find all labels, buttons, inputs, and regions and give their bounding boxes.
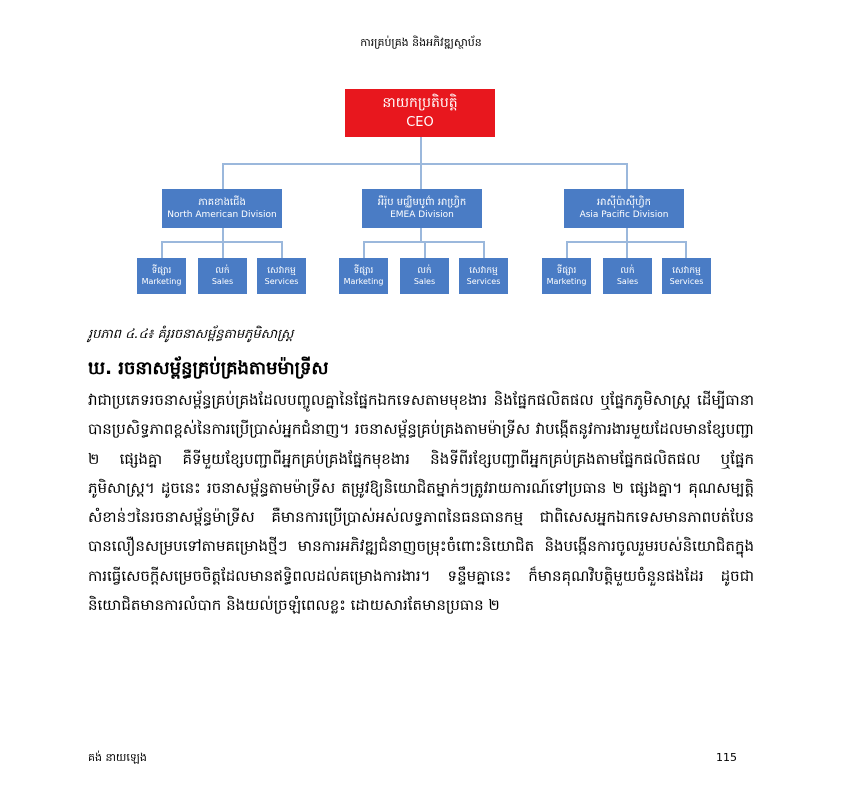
unit-label-km: លក់ xyxy=(417,265,432,276)
unit-label-km: លក់ xyxy=(215,265,230,276)
footer-author: គង់ នាយឡេង xyxy=(88,751,147,764)
body-paragraph: វាជាប្រភេទរចនាសម្ព័ន្ធគ្រប់គ្រងដែលបញ្ចូលគ្នានៃផ្នែកឯកទេសតាមមុខងារ និងផ្នែកផលិតផល ឬផ្នែកភូមិសាស្ត្រ ដើម្បីធានាបានប្រសិទ្ធភាពខ្ពស់នៃការប្រើប្រាស់អ្នកជំនាញ។ រចនាសម្ព័ន្ធគ្រប់គ្រងតាមម៉ាទ្រីស វាបង្កើតនូវការងារមួយដែលមានខ្សែបញ្ជា ២ ផ្សេងគ្នា គឺទីមួយខ្សែបញ្ជាពីអ្នកគ្រប់គ្រងផ្នែកមុខងារ និងទីពីរខ្សែបញ្ជាពីអ្នកគ្រប់គ្រងតាមផ្នែកផលិតផល ឬផ្នែកភូមិសាស្ត្រ។ ដូចនេះ រចនាសម្ព័ន្ធតាមម៉ាទ្រីស តម្រូវឱ្យនិយោជិតម្នាក់ៗត្រូវរាយការណ៍ទៅប្រធាន ២ ផ្សេងគ្នា។ គុណសម្បត្តិសំខាន់ៗនៃរចនាសម្ព័ន្ធម៉ាទ្រីស គឺមានការប្រើប្រាស់អស់លទ្ធភាពនៃធនធានកម្ម ជាពិសេសអ្នកឯកទេសមានភាពបត់បែនបានលឿនសម្របទៅតាមគម្រោងថ្មីៗ មានការអភិវឌ្ឍជំនាញចម្រុះចំពោះនិយោជិត និងបង្កើនការចូលរួមរបស់និយោជិតក្នុងការធ្វើសេចក្តីសម្រេចចិត្តដែលមានឥទ្ធិពលដល់គម្រោងការងារ។ ទន្ទឹមគ្នានេះ ក៏មានគុណវិបត្តិមួយចំនួនផងដែរ ដូចជានិយោជិតមានការលំបាក និងយល់ច្រឡំពេលខ្លះ ដោយសារតែមានប្រធាន ២ xyxy=(88,391,754,615)
unit-label-km: ទីផ្សារ xyxy=(151,265,172,276)
unit-box-services xyxy=(662,258,711,294)
division-label-en: EMEA Division xyxy=(390,210,454,221)
division-label-km: ភាគខាងជើង xyxy=(198,196,246,208)
unit-label-en: Marketing xyxy=(141,277,182,287)
unit-box-services xyxy=(459,258,508,294)
unit-box-services xyxy=(257,258,306,294)
connector-div1-u3 xyxy=(281,241,283,258)
unit-box-marketing xyxy=(137,258,186,294)
unit-label-en: Services xyxy=(669,277,704,287)
ceo-label-en: CEO xyxy=(406,114,434,130)
unit-box-marketing xyxy=(542,258,591,294)
unit-box-sales xyxy=(400,258,449,294)
connector-div1-down xyxy=(222,163,224,189)
connector-div1-u2 xyxy=(222,241,224,258)
unit-label-en: Marketing xyxy=(546,277,587,287)
unit-box-sales xyxy=(603,258,652,294)
division-label-km: អាស៊ីប៉ាស៊ីហ្វិក xyxy=(597,196,651,208)
connector-div2-u3 xyxy=(483,241,485,258)
connector-div3-stem xyxy=(626,228,628,242)
connector-div3-u3 xyxy=(685,241,687,258)
division-box-emea xyxy=(362,189,482,228)
unit-label-en: Marketing xyxy=(343,277,384,287)
connector-div2-down xyxy=(420,163,422,189)
connector-div1-stem xyxy=(222,228,224,242)
division-box-asia-pacific xyxy=(564,189,684,228)
unit-label-en: Sales xyxy=(211,277,234,287)
unit-label-km: ទីផ្សារ xyxy=(353,265,374,276)
unit-box-marketing xyxy=(339,258,388,294)
unit-label-km: សេវាកម្ម xyxy=(672,265,701,276)
connector-horizontal-top xyxy=(222,163,627,165)
figure-caption: រូបភាព ៤.៤៖ គំរូរចនាសម្ព័ន្ធតាមភូមិសាស្ត្រ xyxy=(88,327,294,342)
connector-div3-u1 xyxy=(566,241,568,258)
connector-div1-u1 xyxy=(161,241,163,258)
org-chart xyxy=(0,0,842,310)
division-label-en: North American Division xyxy=(167,210,277,221)
ceo-label-km: នាយកប្រតិបត្តិ xyxy=(382,95,458,112)
unit-label-en: Sales xyxy=(413,277,436,287)
unit-label-km: សេវាកម្ម xyxy=(267,265,296,276)
unit-label-km: លក់ xyxy=(620,265,635,276)
unit-label-en: Services xyxy=(466,277,501,287)
unit-label-en: Sales xyxy=(616,277,639,287)
connector-div2-u2 xyxy=(424,241,426,258)
connector-div2-stem xyxy=(420,228,422,242)
running-header: ការគ្រប់គ្រង និងអភិវឌ្ឍស្ថាប័ន xyxy=(360,36,482,49)
division-label-km: អឺរ៉ុប មជ្ឈិមបូព៌ា អាហ្វ្រិក xyxy=(377,196,467,208)
connector-div2-u1 xyxy=(363,241,365,258)
section-heading: ឃ. រចនាសម្ព័ន្ធគ្រប់គ្រងតាមម៉ាទ្រីស xyxy=(88,358,329,379)
unit-label-en: Services xyxy=(264,277,299,287)
page-number: 115 xyxy=(716,751,737,764)
connector-ceo-down xyxy=(420,137,422,164)
connector-div3-u2 xyxy=(626,241,628,258)
connector-div3-down xyxy=(626,163,628,189)
unit-label-km: ទីផ្សារ xyxy=(556,265,577,276)
division-label-en: Asia Pacific Division xyxy=(579,210,669,221)
ceo-box xyxy=(345,89,495,137)
unit-box-sales xyxy=(198,258,247,294)
unit-label-km: សេវាកម្ម xyxy=(469,265,498,276)
division-box-north-american xyxy=(162,189,282,228)
